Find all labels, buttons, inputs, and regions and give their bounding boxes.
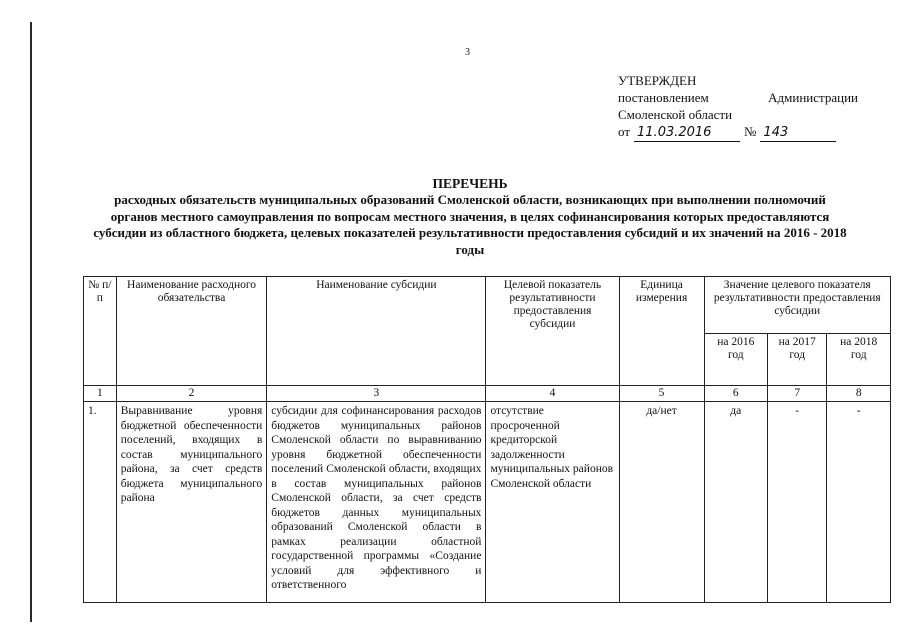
column-number: 8 bbox=[827, 386, 891, 402]
document-subtitle: расходных обязательств муниципальных образований Смоленской области, возникающих при выполнении полномочий органов местного самоуправления по вопросам местного значения, в целях софинансирования которых предоставляются субсидии из областного бюджета, целевых показателей результативности предоставления субсидий и их значений на 2016 - 2018 годы bbox=[93, 192, 847, 257]
approval-decree-word: постановлением bbox=[618, 90, 709, 105]
page-number: 3 bbox=[465, 47, 470, 58]
header-subsidy: Наименование субсидии bbox=[267, 277, 486, 386]
row-subsidy bbox=[267, 402, 486, 603]
header-year-2018: на 2018 год bbox=[827, 334, 891, 386]
row-obligation bbox=[116, 402, 267, 603]
column-number: 5 bbox=[619, 386, 704, 402]
obligations-table bbox=[83, 276, 891, 603]
column-number: 7 bbox=[768, 386, 827, 402]
header-value-group: Значение целевого показателя результативности предоставления субсидии bbox=[704, 277, 890, 334]
header-obligation: Наименование расходного обязательства bbox=[116, 277, 267, 386]
header-unit: Единица измерения bbox=[619, 277, 704, 386]
header-year-2016: на 2016 год bbox=[704, 334, 767, 386]
row-unit: да/нет bbox=[619, 402, 704, 603]
row-number: 1. bbox=[84, 402, 117, 603]
document-title: ПЕРЕЧЕНЬ bbox=[432, 176, 508, 191]
approval-date-line bbox=[618, 123, 858, 142]
header-row bbox=[84, 277, 891, 334]
row-indicator bbox=[486, 402, 619, 603]
row-value-2018: - bbox=[827, 402, 891, 603]
row-obligation-text: Выравнивание уровня бюджетной обеспеченности поселений, входящих в состав муниципального района, за счет средств бюджета муниципального района bbox=[120, 405, 263, 504]
approval-block bbox=[618, 72, 858, 142]
number-prefix: № bbox=[744, 124, 757, 139]
column-number: 3 bbox=[267, 386, 486, 402]
handwritten-date: 11.03.2016 bbox=[634, 124, 740, 142]
row-subsidy-text: субсидии для софинансирования расходов бюджетов муниципальных районов Смоленской области по выравниванию уровня бюджетной обеспеченности поселений Смоленской области, входящих в состав муниципальных районов Смоленской области, за счет средств бюджетов данных муниципальных образований Смоленской области в рамках реализации областной государственной программы «Создание условий для эффективного и ответственного bbox=[271, 405, 482, 591]
row-value-2016: да bbox=[704, 402, 767, 603]
scan-edge-line bbox=[30, 22, 32, 622]
row-indicator-text: отсутствие просроченной кредиторской задолженности муниципальных районов Смоленской области bbox=[490, 405, 614, 490]
approval-administration-word: Администрации bbox=[768, 90, 858, 105]
column-number: 2 bbox=[116, 386, 267, 402]
row-value-2017: - bbox=[768, 402, 827, 603]
header-indicator: Целевой показатель результативности предоставления субсидии bbox=[486, 277, 619, 386]
column-number: 6 bbox=[704, 386, 767, 402]
column-number: 1 bbox=[84, 386, 117, 402]
header-num: № п/п bbox=[84, 277, 117, 386]
header-year-2017: на 2017 год bbox=[768, 334, 827, 386]
column-number-row bbox=[84, 386, 891, 402]
column-number: 4 bbox=[486, 386, 619, 402]
approval-line2 bbox=[618, 89, 858, 106]
date-prefix: от bbox=[618, 124, 631, 139]
approval-heading: УТВЕРЖДЕН bbox=[618, 73, 697, 88]
handwritten-number: 143 bbox=[760, 124, 836, 142]
approval-region: Смоленской области bbox=[618, 107, 733, 122]
table-row bbox=[84, 402, 891, 603]
